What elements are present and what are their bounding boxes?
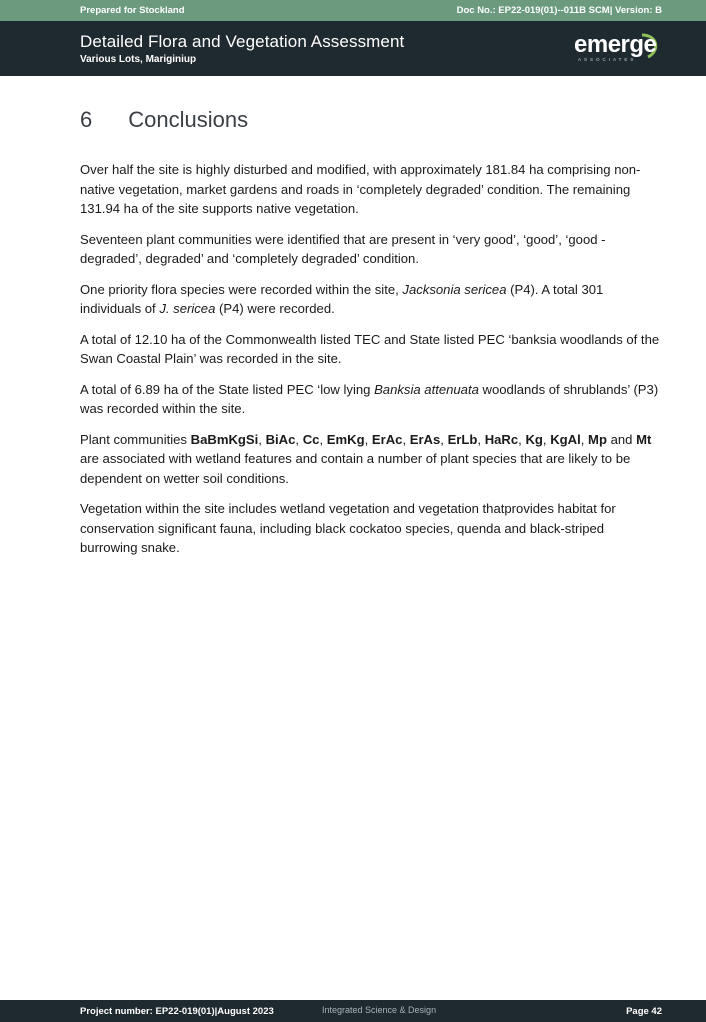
paragraph: Over half the site is highly disturbed and modified, with approximately 181.84 ha comprising non-native vegetation, market gardens and roads in ‘completely degraded’ condition. The remaining 131.94 ha of the site supports native vegetation. [80,162,641,216]
community-code: BiAc [265,431,296,447]
text-run: A total of 6.89 ha of the State listed PEC ‘low lying [80,381,375,397]
logo-wordmark: emerge [574,31,657,58]
community-code: Kg [525,431,543,447]
separator: , [402,431,410,447]
page-footer [0,1000,706,1022]
footer-tagline: Integrated Science & Design [322,1005,437,1015]
text-run: (P4). A total 301 individuals of [80,281,604,316]
separator: , [319,431,327,447]
community-code: EmKg [326,431,365,447]
community-code: BaBmKgSi [190,431,259,447]
separator: , [258,431,266,447]
separator: , [295,431,303,447]
document-subtitle: Various Lots, Mariginiup [80,54,197,65]
body-content [80,160,664,569]
document-header [0,21,706,76]
community-code: ErAc [371,431,403,447]
separator: , [580,431,589,447]
separator: , [477,431,485,447]
section-heading [80,107,248,133]
text-run: (P4) were recorded. [215,301,335,316]
section-number: 6 [80,107,93,132]
separator: , [542,431,551,447]
paragraph [80,280,664,319]
species-name: Banksia attenuata [374,381,479,397]
community-code: Mt [636,431,652,447]
community-code: KgAl [550,431,581,447]
top-strip [0,0,706,21]
community-code: Mp [588,431,607,447]
separator: , [518,431,526,447]
species-name: Jacksonia sericea [402,281,507,297]
paragraph [80,430,664,489]
separator: and [606,431,637,447]
separator: , [364,431,372,447]
document-title: Detailed Flora and Vegetation Assessment [80,32,405,51]
paragraph: A total of 12.10 ha of the Commonwealth listed TEC and State listed PEC ‘banksia woodlands of the Swan Coastal Plain’ was recorded in the site. [80,331,660,366]
paragraph: Seventeen plant communities were identified that are present in ‘very good’, ‘good’, ‘good - degraded’, degraded’ and ‘completely degraded’ condition. [80,231,606,266]
text-run: are associated with wetland features and contain a number of plant species that are likely to be dependent on wetter soil conditions. [80,451,631,486]
species-name: J. sericea [159,301,216,316]
text-run: Plant communities [80,431,191,447]
community-code: Cc [302,431,320,447]
community-code: ErLb [447,431,478,447]
community-code: ErAs [409,431,441,447]
section-title: Conclusions [128,107,249,132]
logo-subtext: ASSOCIATES [578,57,637,62]
text-run: One priority flora species were recorded within the site, [80,281,403,297]
emerge-logo [572,31,662,65]
community-code: HaRc [484,431,519,447]
text-run: woodlands of shrublands’ (P3) was recorded within the site. [80,381,659,416]
separator: , [440,431,448,447]
page-number: Page 42 [626,1006,662,1017]
paragraph: Vegetation within the site includes wetland vegetation and vegetation thatprovides habitat for conservation significant fauna, including black cockatoo species, quenda and black-striped burrowing snake. [80,501,616,555]
paragraph [80,380,664,419]
prepared-for: Prepared for Stockland [80,5,185,16]
project-number: Project number: EP22-019(01)|August 2023 [80,1006,274,1017]
doc-number: Doc No.: EP22-019(01)--011B SCM| Version: B [456,5,662,16]
